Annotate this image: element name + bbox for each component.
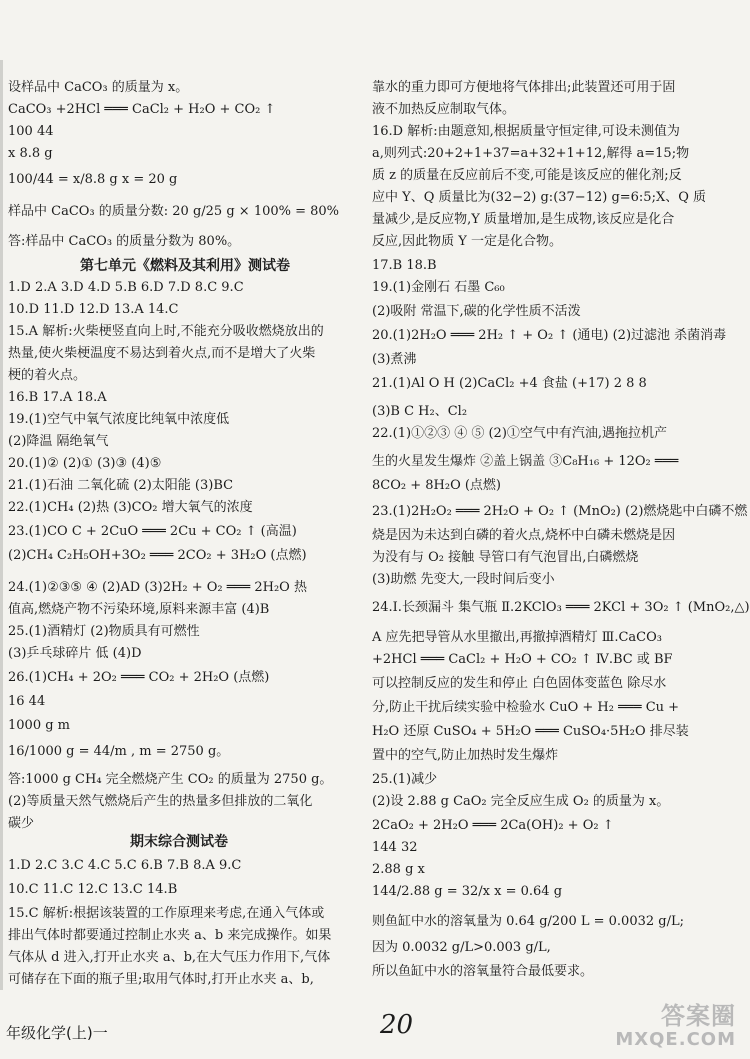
page-edge-shadow (0, 60, 3, 990)
text-line: A 应先把导管从水里撤出,再撤掉酒精灯 Ⅲ.CaCO₃ (372, 630, 662, 645)
text-line: 26.(1)CH₄ + 2O₂ ═══ CO₂ + 2H₂O (点燃) (8, 670, 270, 685)
text-line: 2CaO₂ + 2H₂O ═══ 2Ca(OH)₂ + O₂ ↑ (372, 818, 614, 833)
text-line: 碳少 (8, 816, 35, 831)
section-heading: 期末综合测试卷 (130, 834, 228, 850)
text-line: (2)降温 隔绝氧气 (8, 434, 109, 449)
text-line: 答:1000 g CH₄ 完全燃烧产生 CO₂ 的质量为 2750 g。 (8, 772, 333, 787)
text-line: (3)乒乓球碎片 低 (4)D (8, 646, 142, 661)
text-line: 15.A 解析:火柴梗竖直向上时,不能充分吸收燃烧放出的 (8, 324, 324, 339)
text-line: 100/44 = x/8.8 g x = 20 g (8, 172, 178, 187)
text-line: 144 32 (372, 840, 418, 855)
text-line: CaCO₃ +2HCl ═══ CaCl₂ + H₂O + CO₂ ↑ (8, 102, 276, 117)
text-line: 值高,燃烧产物不污染环境,原料来源丰富 (4)B (8, 602, 270, 617)
text-line: 15.C 解析:根据该装置的工作原理来考虑,在通入气体或 (8, 906, 325, 921)
text-line: 生的火星发生爆炸 ②盖上锅盖 ③C₈H₁₆ + 12O₂ ═══ (372, 454, 679, 469)
text-line: 144/2.88 g = 32/x x = 0.64 g (372, 884, 563, 899)
page-number: 20 (380, 1010, 414, 1040)
watermark-line1: 答案圈 (661, 1002, 736, 1030)
text-line: (2)CH₄ C₂H₅OH+3O₂ ═══ 2CO₂ + 3H₂O (点燃) (8, 548, 307, 563)
watermark-logo (615, 1004, 736, 1052)
text-line: 液不加热反应制取气体。 (372, 102, 516, 117)
text-line: 23.(1)CO C + 2CuO ═══ 2Cu + CO₂ ↑ (高温) (8, 524, 297, 539)
text-line: 10.C 11.C 12.C 13.C 14.B (8, 882, 178, 897)
text-line: 样品中 CaCO₃ 的质量分数: 20 g/25 g × 100% = 80% (8, 204, 340, 219)
text-line: 则鱼缸中水的溶氧量为 0.64 g/200 L = 0.0032 g/L; (372, 914, 684, 929)
text-line: 为没有与 O₂ 接触 导管口有气泡冒出,白磷燃烧 (372, 550, 639, 565)
text-line: 分,防止干扰后续实验中检验水 CuO + H₂ ═══ Cu + (372, 700, 680, 715)
text-line: 所以鱼缸中水的溶氧量符合最低要求。 (372, 964, 594, 979)
text-line: 因为 0.0032 g/L>0.003 g/L, (372, 940, 551, 955)
text-line: (2)设 2.88 g CaO₂ 完全反应生成 O₂ 的质量为 x。 (372, 794, 670, 809)
text-line: 8CO₂ + 8H₂O (点燃) (372, 478, 501, 493)
text-line: 应中 Y、Q 质量比为(32−2) g:(37−12) g=6:5;X、Q 质 (372, 190, 707, 205)
text-line: 答:样品中 CaCO₃ 的质量分数为 80%。 (8, 234, 241, 249)
text-line: (3)煮沸 (372, 352, 417, 367)
text-line: 16.B 17.A 18.A (8, 390, 107, 405)
text-line: a,则列式:20+2+1+37=a+32+1+12,解得 a=15;物 (372, 146, 690, 161)
text-line: 22.(1)CH₄ (2)热 (3)CO₂ 增大氧气的浓度 (8, 500, 253, 515)
watermark-line2: MXQE.COM (615, 1029, 736, 1050)
text-line: 置中的空气,防止加热时发生爆炸 (372, 748, 559, 763)
text-line: 21.(1)Al O H (2)CaCl₂ +4 食盐 (+17) 2 8 8 (372, 376, 647, 391)
text-line: 20.(1)2H₂O ═══ 2H₂ ↑ + O₂ ↑ (通电) (2)过滤池 杀菌消毒 (372, 328, 727, 343)
text-line: 16/1000 g = 44/m , m = 2750 g。 (8, 744, 230, 759)
text-line: 1.D 2.A 3.D 4.D 5.B 6.D 7.D 8.C 9.C (8, 280, 244, 295)
footer-label: 年级化学(上)一 (6, 1024, 108, 1042)
text-line: +2HCl ═══ CaCl₂ + H₂O + CO₂ ↑ Ⅳ.BC 或 BF (372, 652, 673, 667)
text-line: 烧是因为未达到白磷的着火点,烧杯中白磷未燃烧是因 (372, 528, 676, 543)
text-line: 梗的着火点。 (8, 368, 87, 383)
text-line: 16.D 解析:由题意知,根据质量守恒定律,可设未测值为 (372, 124, 680, 139)
text-line: 24.Ⅰ.长颈漏斗 集气瓶 Ⅱ.2KClO₃ ═══ 2KCl + 3O₂ ↑ (MnO₂,△) (372, 600, 750, 615)
text-line: 16 44 (8, 694, 46, 709)
text-line: 25.(1)酒精灯 (2)物质具有可燃性 (8, 624, 200, 639)
text-line: 1000 g m (8, 718, 70, 733)
text-line: (2)等质量天然气燃烧后产生的热量多但排放的二氧化 (8, 794, 313, 809)
text-line: x 8.8 g (8, 146, 53, 161)
text-line: 100 44 (8, 124, 54, 139)
text-line: (2)吸附 常温下,碳的化学性质不活泼 (372, 304, 581, 319)
text-line: 量减少,是反应物,Y 质量增加,是生成物,该反应是化合 (372, 212, 675, 227)
text-line: 质 z 的质量在反应前后不变,可能是该反应的催化剂;反 (372, 168, 682, 183)
text-line: (3)B C H₂、Cl₂ (372, 404, 468, 419)
text-line: 靠水的重力即可方便地将气体排出;此装置还可用于固 (372, 80, 676, 95)
text-line: 23.(1)2H₂O₂ ═══ 2H₂O + O₂ ↑ (MnO₂) (2)燃烧匙中白磷不燃 (372, 504, 748, 519)
section-heading: 第七单元《燃料及其利用》测试卷 (80, 258, 290, 274)
text-line: H₂O 还原 CuSO₄ + 5H₂O ═══ CuSO₄·5H₂O 排尽装 (372, 724, 689, 739)
text-line: 排出气体时都要通过控制止水夹 a、b 来完成操作。如果 (8, 928, 332, 943)
text-line: 25.(1)减少 (372, 772, 438, 787)
text-line: 气体从 d 进入,打开止水夹 a、b,在大气压力作用下,气体 (8, 950, 331, 965)
text-line: 19.(1)金刚石 石墨 C₆₀ (372, 280, 505, 295)
text-line: 可储存在下面的瓶子里;取用气体时,打开止水夹 a、b, (8, 972, 314, 987)
text-line: 17.B 18.B (372, 258, 437, 273)
text-line: 10.D 11.D 12.D 13.A 14.C (8, 302, 179, 317)
text-line: 1.D 2.C 3.C 4.C 5.C 6.B 7.B 8.A 9.C (8, 858, 242, 873)
text-line: 热量,使火柴梗温度不易达到着火点,而不是增大了火柴 (8, 346, 316, 361)
text-line: 2.88 g x (372, 862, 425, 877)
text-line: 21.(1)石油 二氧化硫 (2)太阳能 (3)BC (8, 478, 234, 493)
text-line: 可以控制反应的发生和停止 白色固体变蓝色 除尽水 (372, 676, 667, 691)
text-line: 反应,因此物质 Y 一定是化合物。 (372, 234, 562, 249)
text-line: 22.(1)①②③ ④ ⑤ (2)①空气中有汽油,遇拖拉机产 (372, 426, 668, 441)
text-line: 设样品中 CaCO₃ 的质量为 x。 (8, 80, 189, 95)
text-line: 20.(1)② (2)① (3)③ (4)⑤ (8, 456, 162, 471)
text-line: (3)助燃 先变大,一段时间后变小 (372, 572, 555, 587)
text-line: 24.(1)②③⑤ ④ (2)AD (3)2H₂ + O₂ ═══ 2H₂O 热 (8, 580, 307, 595)
text-line: 19.(1)空气中氧气浓度比纯氧中浓度低 (8, 412, 230, 427)
